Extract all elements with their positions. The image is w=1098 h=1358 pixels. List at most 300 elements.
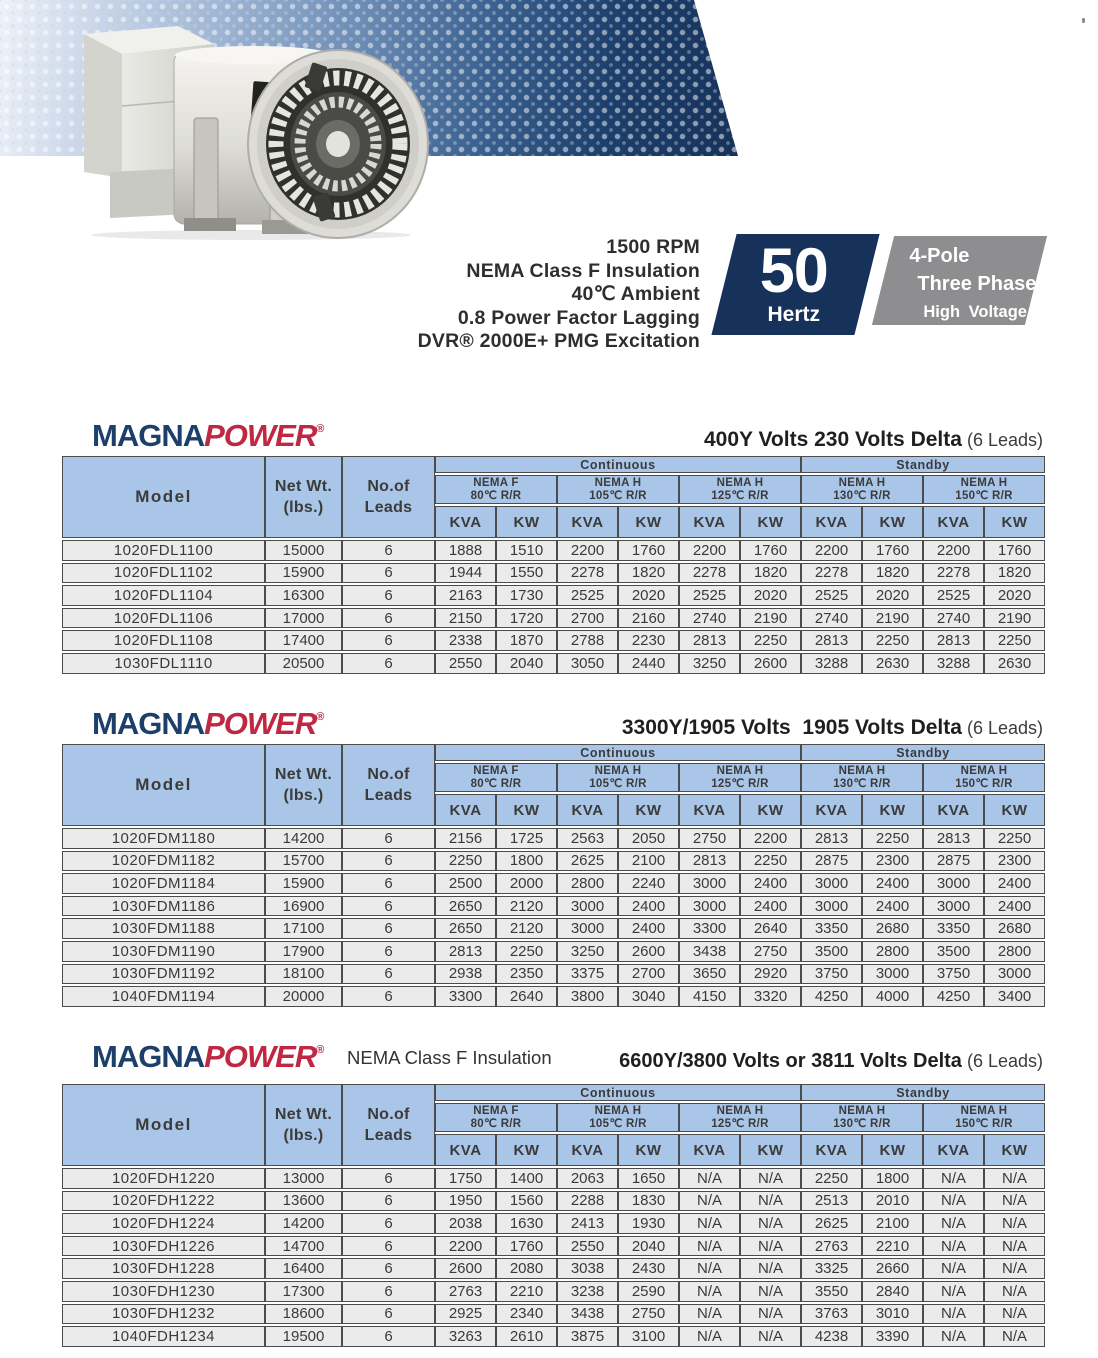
title-leads: (6 Leads) <box>966 1051 1043 1071</box>
rating-cell: 3750 <box>801 964 862 985</box>
table-row <box>62 1236 1045 1257</box>
net-weight-header: Net Wt. (lbs.) <box>265 744 342 826</box>
rating-cell: 2300 <box>984 851 1045 872</box>
rating-cell: 2020 <box>618 585 679 606</box>
model-cell: 1020FDH1224 <box>62 1213 265 1234</box>
pole-phase-badge <box>872 236 1047 325</box>
kva-header: KVA <box>557 794 618 826</box>
rating-cell: 3875 <box>557 1326 618 1347</box>
rating-cell: 3800 <box>557 986 618 1007</box>
rating-cell: 3350 <box>801 918 862 939</box>
rating-cell: 2700 <box>557 608 618 629</box>
table-row <box>62 941 1045 962</box>
rating-cell: 2020 <box>862 585 923 606</box>
rating-cell: 2250 <box>862 828 923 849</box>
table-title <box>704 428 1043 452</box>
spec-line: 0.8 Power Factor Lagging <box>457 306 700 329</box>
rating-cell: N/A <box>740 1281 801 1302</box>
rating-cell: 3000 <box>923 896 984 917</box>
rating-cell: 3000 <box>862 964 923 985</box>
rating-cell: 2525 <box>679 585 740 606</box>
rating-cell: 2800 <box>557 873 618 894</box>
model-cell: 1020FDL1104 <box>62 585 265 606</box>
nema-rating-header: NEMA F 80℃ R/R <box>435 1103 557 1132</box>
rating-cell: 1930 <box>618 1213 679 1234</box>
rating-cell: 2400 <box>862 873 923 894</box>
leads-cell: 6 <box>342 851 435 872</box>
rating-cell: 3650 <box>679 964 740 985</box>
rating-cell: 2610 <box>496 1326 557 1347</box>
rating-cell: 3000 <box>679 896 740 917</box>
rating-cell: 2813 <box>435 941 496 962</box>
rating-cell: 1560 <box>496 1191 557 1212</box>
rating-cell: 1650 <box>618 1168 679 1189</box>
kw-header: KW <box>496 506 557 538</box>
model-header: Model <box>62 1084 265 1166</box>
rating-cell: N/A <box>984 1258 1045 1279</box>
leads-cell: 6 <box>342 1168 435 1189</box>
rating-cell: 3300 <box>435 986 496 1007</box>
rating-cell: 2788 <box>557 630 618 651</box>
spec-line: NEMA Class F Insulation <box>466 259 700 282</box>
leads-cell: 6 <box>342 896 435 917</box>
leads-cell: 6 <box>342 1326 435 1347</box>
net-weight-cell: 18100 <box>265 964 342 985</box>
standby-header: Standby <box>801 744 1045 761</box>
badge-line-voltage: High Voltage <box>923 303 1027 321</box>
rating-cell: 2230 <box>618 630 679 651</box>
rating-cell: 2650 <box>435 918 496 939</box>
net-weight-cell: 17100 <box>265 918 342 939</box>
rating-cell: 2120 <box>496 896 557 917</box>
rating-cell: N/A <box>740 1168 801 1189</box>
rating-cell: 2278 <box>923 563 984 584</box>
nema-rating-header: NEMA H 150℃ R/R <box>923 763 1045 792</box>
table-row <box>62 1168 1045 1189</box>
nema-rating-header: NEMA H 105℃ R/R <box>557 1103 679 1132</box>
rating-cell: 2660 <box>862 1258 923 1279</box>
model-cell: 1020FDL1106 <box>62 608 265 629</box>
table-row <box>62 964 1045 985</box>
rating-cell: 2210 <box>862 1236 923 1257</box>
nema-insulation-note: NEMA Class F Insulation <box>347 1047 552 1068</box>
spec-line: 1500 RPM <box>606 236 700 258</box>
generator-photo <box>26 6 436 241</box>
rating-cell: 2813 <box>923 630 984 651</box>
kva-header: KVA <box>801 506 862 538</box>
continuous-header: Continuous <box>435 744 801 761</box>
title-voltage: 6600Y/3800 Volts or 3811 Volts Delta <box>619 1050 962 1072</box>
table-row <box>62 608 1045 629</box>
kva-header: KVA <box>679 794 740 826</box>
rating-cell: 2250 <box>740 851 801 872</box>
kw-header: KW <box>984 794 1045 826</box>
rating-cell: 3763 <box>801 1304 862 1325</box>
rating-cell: N/A <box>679 1168 740 1189</box>
table-row <box>62 585 1045 606</box>
kw-header: KW <box>984 506 1045 538</box>
rating-cell: 2525 <box>801 585 862 606</box>
rating-cell: 3000 <box>679 873 740 894</box>
title-voltage: 400Y Volts 230 Volts Delta <box>703 428 962 451</box>
rating-cell: 3040 <box>618 986 679 1007</box>
rating-cell: 2210 <box>496 1281 557 1302</box>
kva-header: KVA <box>923 1134 984 1166</box>
rating-cell: N/A <box>984 1191 1045 1212</box>
rating-cell: 2740 <box>923 608 984 629</box>
rating-cell: N/A <box>679 1191 740 1212</box>
rating-cell: 1630 <box>496 1213 557 1234</box>
header-row-bands <box>62 456 1045 473</box>
rating-cell: 2813 <box>923 828 984 849</box>
table-row <box>62 918 1045 939</box>
rating-cell: 1760 <box>984 540 1045 561</box>
rating-cell: N/A <box>740 1304 801 1325</box>
model-cell: 1020FDL1102 <box>62 563 265 584</box>
model-cell: 1020FDM1184 <box>62 873 265 894</box>
rating-cell: 2010 <box>862 1191 923 1212</box>
rating-cell: 2338 <box>435 630 496 651</box>
nema-rating-header: NEMA H 125℃ R/R <box>679 475 801 504</box>
rating-cell: 3438 <box>679 941 740 962</box>
rating-cell: 2038 <box>435 1213 496 1234</box>
rating-cell: 2200 <box>801 540 862 561</box>
leads-cell: 6 <box>342 1236 435 1257</box>
rating-cell: 2400 <box>862 896 923 917</box>
rating-cell: N/A <box>984 1213 1045 1234</box>
rating-cell: 3300 <box>679 918 740 939</box>
rating-cell: 3320 <box>740 986 801 1007</box>
nema-rating-header: NEMA H 125℃ R/R <box>679 763 801 792</box>
net-weight-cell: 15000 <box>265 540 342 561</box>
rating-cell: 2875 <box>801 851 862 872</box>
rating-cell: N/A <box>984 1168 1045 1189</box>
leads-cell: 6 <box>342 540 435 561</box>
logo-magna: MAGNA <box>92 1039 205 1074</box>
rating-cell: 2590 <box>618 1281 679 1302</box>
rating-cell: 2288 <box>557 1191 618 1212</box>
rating-cell: 2500 <box>435 873 496 894</box>
rating-cell: 2875 <box>923 851 984 872</box>
rating-cell: 2600 <box>435 1258 496 1279</box>
model-header: Model <box>62 456 265 538</box>
table-row <box>62 653 1045 674</box>
table-row <box>62 1258 1045 1279</box>
table-row <box>62 630 1045 651</box>
rating-cell: 3288 <box>923 653 984 674</box>
rating-cell: 2190 <box>984 608 1045 629</box>
title-leads: (6 Leads) <box>966 718 1043 738</box>
leads-header: No.of Leads <box>342 1084 435 1166</box>
rating-cell: 2680 <box>984 918 1045 939</box>
net-weight-cell: 14700 <box>265 1236 342 1257</box>
rating-cell: 2300 <box>862 851 923 872</box>
spec-table <box>62 454 1045 676</box>
model-cell: 1030FDH1232 <box>62 1304 265 1325</box>
rating-cell: 2250 <box>740 630 801 651</box>
rating-cell: 1820 <box>740 563 801 584</box>
rating-cell: 2513 <box>801 1191 862 1212</box>
net-weight-cell: 15900 <box>265 873 342 894</box>
rating-cell: 3010 <box>862 1304 923 1325</box>
rating-cell: 2020 <box>984 585 1045 606</box>
rating-cell: 1820 <box>862 563 923 584</box>
rating-cell: 2240 <box>618 873 679 894</box>
rating-cell: N/A <box>923 1236 984 1257</box>
rating-cell: N/A <box>740 1213 801 1234</box>
net-weight-cell: 16400 <box>265 1258 342 1279</box>
nema-rating-header: NEMA H 150℃ R/R <box>923 1103 1045 1132</box>
table-row <box>62 851 1045 872</box>
logo-power: POWER <box>204 418 317 453</box>
rating-cell: N/A <box>984 1236 1045 1257</box>
rating-cell: N/A <box>740 1236 801 1257</box>
rating-cell: 2040 <box>496 653 557 674</box>
rating-cell: N/A <box>740 1258 801 1279</box>
rating-cell: 4150 <box>679 986 740 1007</box>
rating-cell: 4000 <box>862 986 923 1007</box>
kw-header: KW <box>618 506 679 538</box>
rating-cell: 2750 <box>618 1304 679 1325</box>
kva-header: KVA <box>679 506 740 538</box>
rating-cell: 2630 <box>984 653 1045 674</box>
rating-cell: 2740 <box>679 608 740 629</box>
kva-header: KVA <box>801 794 862 826</box>
table-row <box>62 540 1045 561</box>
rating-cell: 2763 <box>801 1236 862 1257</box>
model-cell: 1030FDL1110 <box>62 653 265 674</box>
rating-cell: 3250 <box>679 653 740 674</box>
leads-cell: 6 <box>342 1281 435 1302</box>
rating-cell: 2150 <box>435 608 496 629</box>
leads-cell: 6 <box>342 873 435 894</box>
rating-cell: 1760 <box>862 540 923 561</box>
logo-power: POWER <box>204 706 317 741</box>
leads-cell: 6 <box>342 918 435 939</box>
registered-mark: ® <box>316 711 325 723</box>
hertz-value: 50 <box>759 236 828 306</box>
table-row <box>62 1304 1045 1325</box>
rating-cell: 2750 <box>679 828 740 849</box>
net-weight-cell: 17900 <box>265 941 342 962</box>
title-voltage: 3300Y/1905 Volts 1905 Volts Delta <box>621 716 962 739</box>
badge-line-phase: Three Phase <box>917 273 1037 295</box>
rating-cell: 2525 <box>923 585 984 606</box>
rating-cell: 2400 <box>618 896 679 917</box>
rating-cell: N/A <box>679 1258 740 1279</box>
rating-cell: 3350 <box>923 918 984 939</box>
rating-cell: 2525 <box>557 585 618 606</box>
standby-header: Standby <box>801 1084 1045 1101</box>
logo-power: POWER <box>204 1039 317 1074</box>
rating-cell: 2278 <box>557 563 618 584</box>
magnapower-logo <box>92 700 324 747</box>
model-cell: 1030FDM1188 <box>62 918 265 939</box>
table-title <box>622 716 1043 740</box>
model-cell: 1020FDM1180 <box>62 828 265 849</box>
rating-cell: N/A <box>740 1326 801 1347</box>
rating-cell: 2750 <box>740 941 801 962</box>
table-row <box>62 873 1045 894</box>
rating-cell: 2800 <box>862 941 923 962</box>
leads-header: No.of Leads <box>342 456 435 538</box>
rating-cell: 4238 <box>801 1326 862 1347</box>
rating-cell: 2430 <box>618 1258 679 1279</box>
table-row <box>62 1326 1045 1347</box>
leads-header: No.of Leads <box>342 744 435 826</box>
rating-cell: 2400 <box>984 896 1045 917</box>
rating-cell: 2740 <box>801 608 862 629</box>
rating-cell: 2156 <box>435 828 496 849</box>
net-weight-cell: 20500 <box>265 653 342 674</box>
rating-cell: 2340 <box>496 1304 557 1325</box>
rating-cell: 2200 <box>679 540 740 561</box>
rating-cell: 3438 <box>557 1304 618 1325</box>
hertz-badge <box>711 234 879 335</box>
rating-cell: 2050 <box>618 828 679 849</box>
logo-magna: MAGNA <box>92 706 205 741</box>
rating-cell: 3550 <box>801 1281 862 1302</box>
rating-cell: 2813 <box>801 828 862 849</box>
leads-cell: 6 <box>342 986 435 1007</box>
rating-cell: 4250 <box>923 986 984 1007</box>
rating-cell: 1760 <box>496 1236 557 1257</box>
rating-cell: 2350 <box>496 964 557 985</box>
kw-header: KW <box>984 1134 1045 1166</box>
rating-cell: 2200 <box>557 540 618 561</box>
rating-cell: 2040 <box>618 1236 679 1257</box>
rating-cell: N/A <box>679 1213 740 1234</box>
table-title <box>619 1050 1043 1073</box>
rating-cell: 1820 <box>984 563 1045 584</box>
model-cell: 1030FDH1228 <box>62 1258 265 1279</box>
rating-cell: 2250 <box>435 851 496 872</box>
table-row <box>62 986 1045 1007</box>
model-cell: 1030FDM1192 <box>62 964 265 985</box>
rating-cell: 2100 <box>618 851 679 872</box>
rating-cell: 2020 <box>740 585 801 606</box>
rating-cell: 2625 <box>801 1213 862 1234</box>
rating-cell: 3750 <box>923 964 984 985</box>
rating-cell: 2200 <box>740 828 801 849</box>
table-row <box>62 896 1045 917</box>
model-cell: 1020FDH1222 <box>62 1191 265 1212</box>
net-weight-header: Net Wt. (lbs.) <box>265 1084 342 1166</box>
rating-cell: 2000 <box>496 873 557 894</box>
model-cell: 1030FDM1190 <box>62 941 265 962</box>
rating-cell: 2413 <box>557 1213 618 1234</box>
rating-cell: 1750 <box>435 1168 496 1189</box>
nema-rating-header: NEMA H 150℃ R/R <box>923 475 1045 504</box>
kva-header: KVA <box>557 1134 618 1166</box>
rating-cell: 2250 <box>496 941 557 962</box>
hertz-label: Hertz <box>767 303 821 326</box>
model-cell: 1040FDM1194 <box>62 986 265 1007</box>
magnapower-logo <box>92 412 324 459</box>
nema-rating-header: NEMA H 130℃ R/R <box>801 1103 923 1132</box>
net-weight-cell: 13600 <box>265 1191 342 1212</box>
rating-cell: 3100 <box>618 1326 679 1347</box>
rating-cell: 1760 <box>618 540 679 561</box>
rating-cell: 3250 <box>557 941 618 962</box>
model-cell: 1020FDL1100 <box>62 540 265 561</box>
rating-cell: 2600 <box>618 941 679 962</box>
rating-cell: 2938 <box>435 964 496 985</box>
kva-header: KVA <box>679 1134 740 1166</box>
rating-cell: 2763 <box>435 1281 496 1302</box>
kw-header: KW <box>740 1134 801 1166</box>
kva-header: KVA <box>435 1134 496 1166</box>
nema-rating-header: NEMA F 80℃ R/R <box>435 763 557 792</box>
rating-cell: 3000 <box>923 873 984 894</box>
leads-cell: 6 <box>342 585 435 606</box>
kva-header: KVA <box>923 506 984 538</box>
rating-cell: 3000 <box>557 896 618 917</box>
leads-cell: 6 <box>342 608 435 629</box>
continuous-header: Continuous <box>435 1084 801 1101</box>
rating-cell: 1760 <box>740 540 801 561</box>
rating-cell: 3000 <box>984 964 1045 985</box>
rating-cell: 2190 <box>862 608 923 629</box>
rating-cell: 3238 <box>557 1281 618 1302</box>
net-weight-cell: 15700 <box>265 851 342 872</box>
model-cell: 1030FDH1230 <box>62 1281 265 1302</box>
rating-cell: N/A <box>679 1304 740 1325</box>
kw-header: KW <box>618 1134 679 1166</box>
model-cell: 1030FDH1226 <box>62 1236 265 1257</box>
table-row <box>62 828 1045 849</box>
rating-cell: 3500 <box>923 941 984 962</box>
rating-cell: 2278 <box>801 563 862 584</box>
kw-header: KW <box>740 506 801 538</box>
rating-cell: 2400 <box>740 873 801 894</box>
rating-cell: 2680 <box>862 918 923 939</box>
kw-header: KW <box>862 1134 923 1166</box>
kw-header: KW <box>618 794 679 826</box>
kva-header: KVA <box>801 1134 862 1166</box>
rating-cell: 3263 <box>435 1326 496 1347</box>
net-weight-cell: 15900 <box>265 563 342 584</box>
rating-cell: N/A <box>984 1304 1045 1325</box>
rating-cell: 2278 <box>679 563 740 584</box>
rating-cell: 2200 <box>435 1236 496 1257</box>
rating-cell: 2550 <box>435 653 496 674</box>
rating-cell: 3000 <box>801 873 862 894</box>
magnapower-logo <box>92 1033 324 1080</box>
rating-cell: 2400 <box>740 896 801 917</box>
spec-list <box>378 236 700 354</box>
nema-rating-header: NEMA F 80℃ R/R <box>435 475 557 504</box>
rating-cell: 1800 <box>496 851 557 872</box>
rating-cell: 2640 <box>496 986 557 1007</box>
rating-cell: N/A <box>923 1191 984 1212</box>
rating-cell: 3288 <box>801 653 862 674</box>
rating-cell: 2813 <box>801 630 862 651</box>
spec-line: DVR® 2000E+ PMG Excitation <box>417 330 700 353</box>
rating-cell: 1400 <box>496 1168 557 1189</box>
kva-header: KVA <box>923 794 984 826</box>
rating-cell: 2100 <box>862 1213 923 1234</box>
spec-table <box>62 1082 1045 1349</box>
rating-cell: 3400 <box>984 986 1045 1007</box>
model-cell: 1020FDL1108 <box>62 630 265 651</box>
rating-cell: N/A <box>923 1281 984 1302</box>
rating-cell: 1725 <box>496 828 557 849</box>
leads-cell: 6 <box>342 1258 435 1279</box>
net-weight-cell: 17000 <box>265 608 342 629</box>
table-row <box>62 1213 1045 1234</box>
table-row <box>62 563 1045 584</box>
